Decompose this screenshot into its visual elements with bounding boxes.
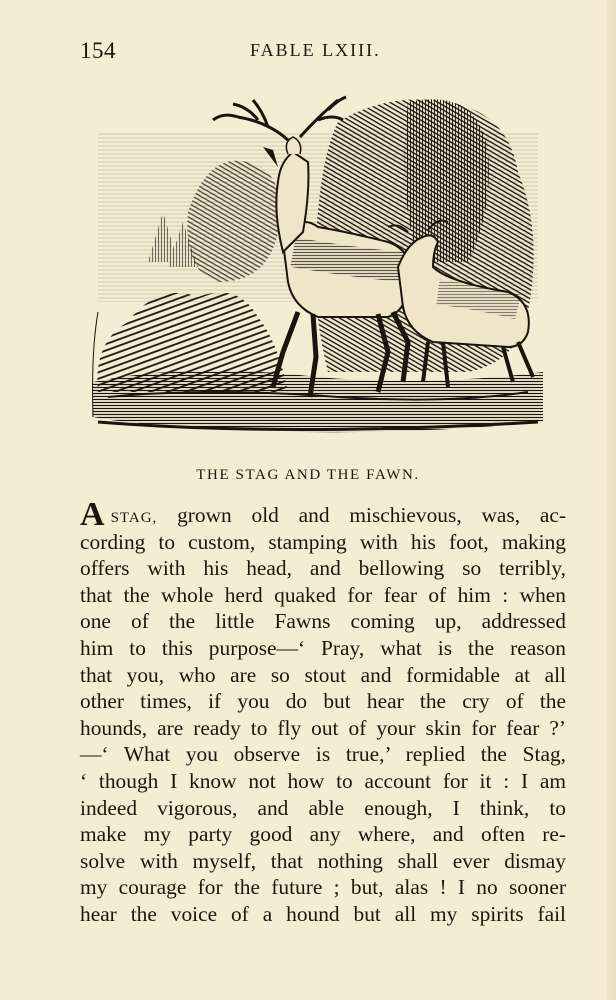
first-line-rest: grown old and mischievous, was, ac- (157, 503, 566, 527)
stag-and-fawn-engraving-icon (88, 92, 548, 437)
fable-text (80, 496, 566, 928)
drop-cap: A (80, 496, 105, 533)
first-word: STAG, (110, 510, 158, 526)
text-line: —‘ What you observe is true,’ replied the Stag, (80, 742, 566, 767)
text-line: one of the little Fawns coming up, addressed (80, 609, 566, 634)
text-line: ‘ though I know not how to account for it : I am (80, 768, 566, 793)
text-line: him to this purpose—‘ Pray, what is the reason (80, 635, 566, 660)
text-line: cording to custom, stamping with his foot, making (80, 529, 566, 554)
illustration-caption: THE STAG AND THE FAWN. (196, 467, 420, 483)
page-number: 154 (80, 38, 116, 63)
text-line-first (80, 496, 566, 533)
text-line: solve with myself, that nothing shall ever dismay (80, 848, 566, 873)
text-line: hear the voice of a hound but all my spirits fail (80, 901, 566, 926)
running-head: FABLE LXIII. (250, 40, 381, 60)
text-line: that you, who are so stout and formidable at all (80, 662, 566, 687)
text-line: my courage for the future ; but, alas ! I no sooner (80, 875, 566, 900)
text-line: hounds, are ready to fly out of your skin for fear ?’ (80, 715, 566, 740)
text-line: other times, if you do but hear the cry of the (80, 689, 566, 714)
text-line: offers with his head, and bellowing so terribly, (80, 556, 566, 581)
text-line: make my party good any where, and often re- (80, 822, 566, 847)
text-line: that the whole herd quaked for fear of him : when (80, 582, 566, 607)
page-edge (606, 0, 616, 1000)
text-line: indeed vigorous, and able enough, I think, to (80, 795, 566, 820)
